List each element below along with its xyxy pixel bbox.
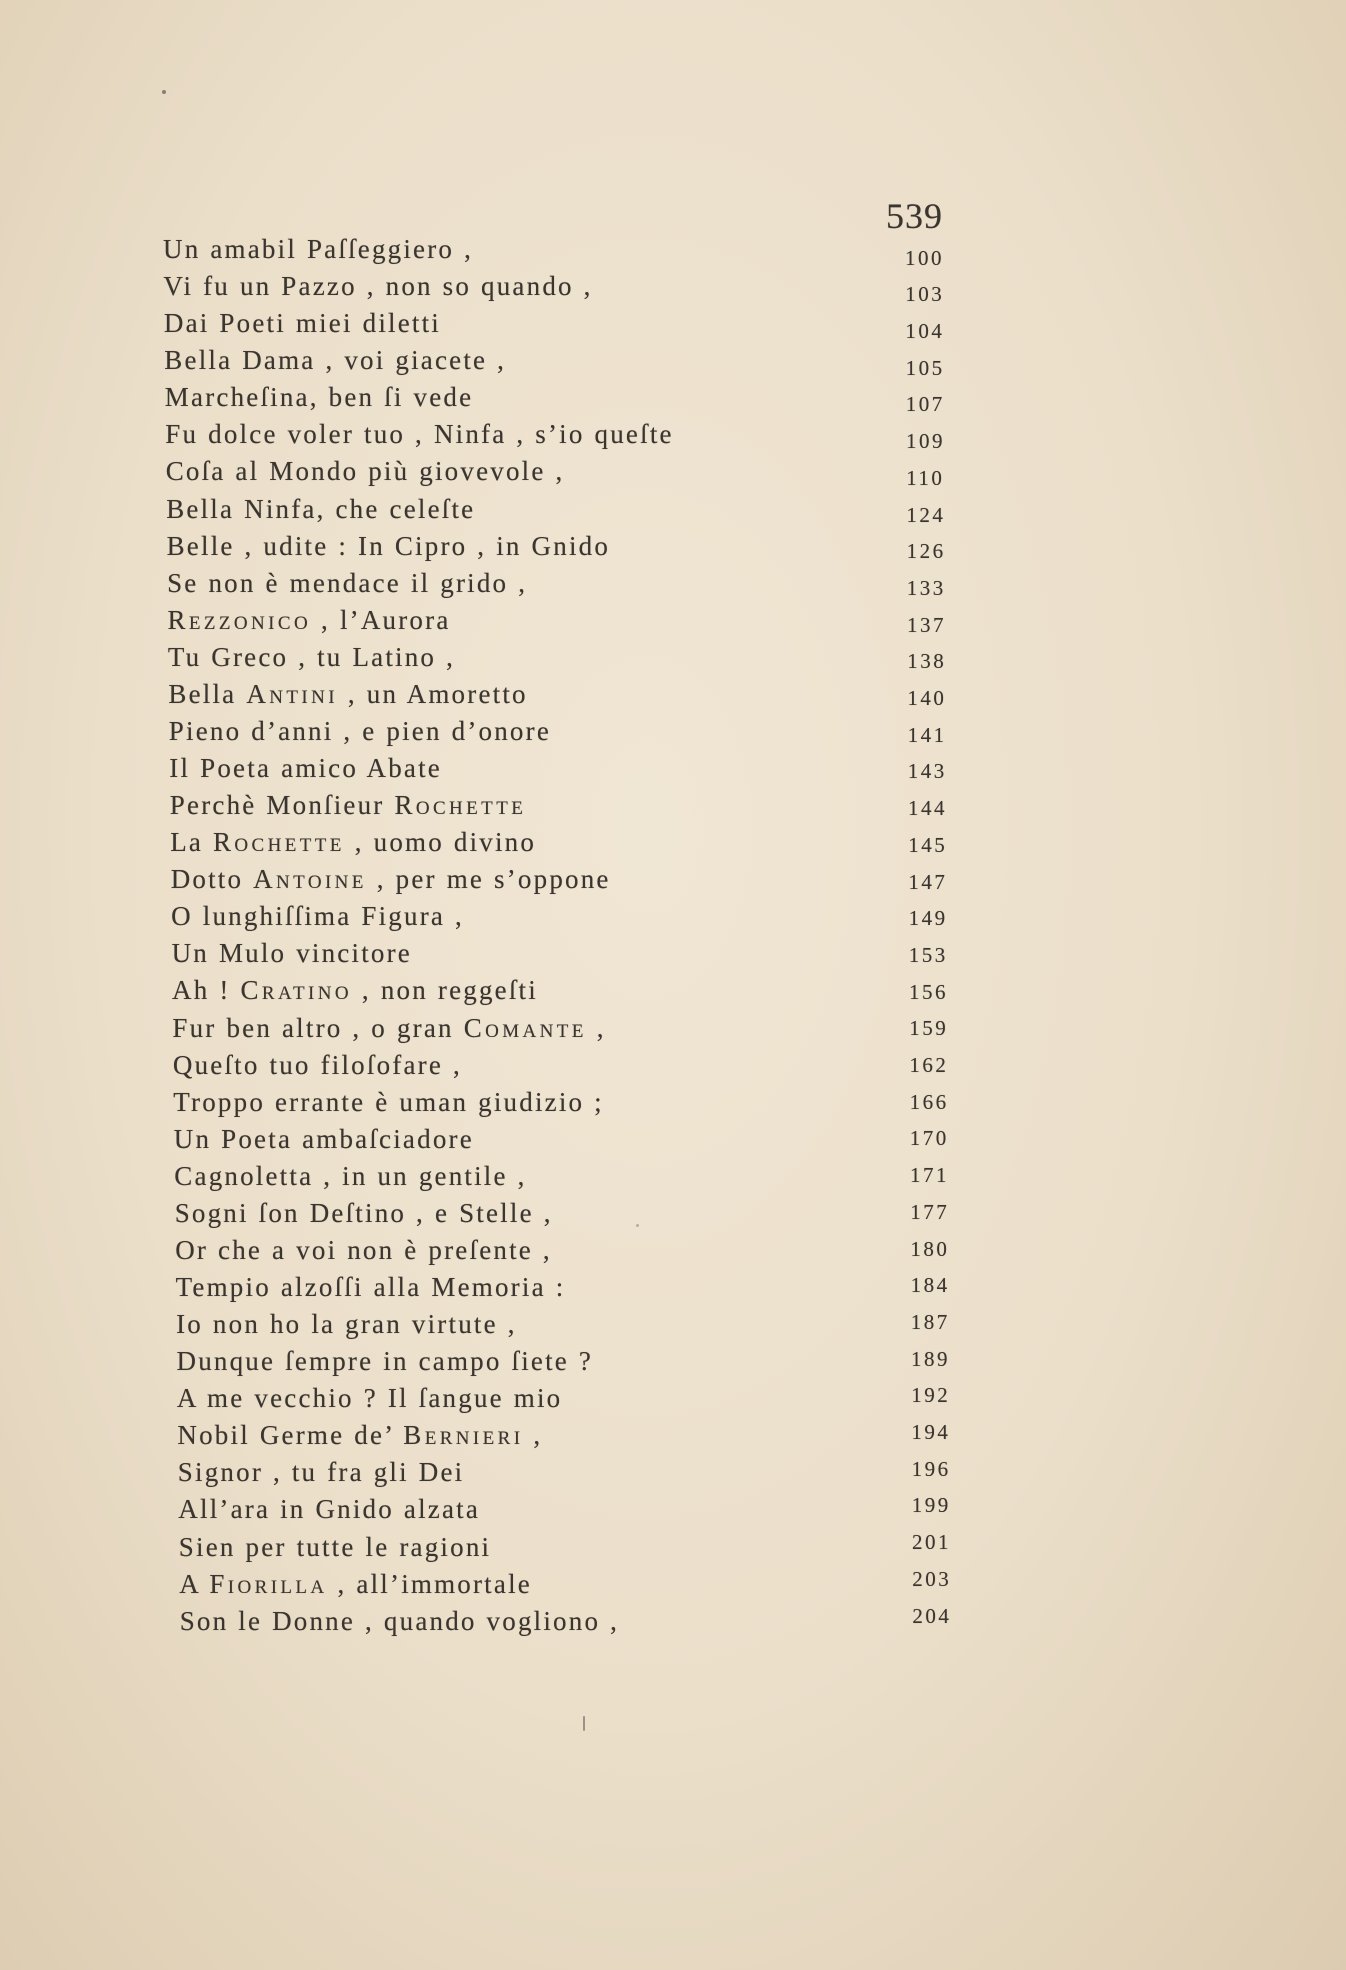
index-entry (180, 1601, 619, 1641)
entry-title-text: Fu dolce voler tuo , Ninfa , s’io queſte (165, 419, 674, 450)
entry-title-text: Bella Dama , voi giacete , (164, 345, 507, 376)
entry-page-number: 110 (906, 465, 945, 490)
index-entry (177, 1341, 594, 1381)
entry-title-text: Perchè Monſieur (169, 790, 395, 820)
index-entry (179, 1564, 532, 1604)
index-entry (171, 896, 464, 936)
entry-title-continuation: , uomo divino (344, 827, 537, 858)
entry-page-number: 143 (907, 759, 947, 784)
index-entry (172, 933, 412, 973)
entry-title-text: Io non ho la gran virtute , (176, 1309, 517, 1339)
index-entry (169, 711, 551, 751)
ink-speck (162, 90, 166, 94)
entry-page-number: 141 (907, 722, 947, 747)
index-entry (171, 859, 611, 899)
index-entry (174, 1156, 526, 1196)
index-entry (165, 377, 474, 417)
index-entry (173, 1082, 604, 1122)
entry-title-text: Troppo errante è uman giudizio ; (173, 1086, 604, 1117)
index-entry (163, 266, 592, 306)
entry-proper-name: Antoine (253, 864, 367, 895)
entry-page-number: 138 (907, 649, 947, 674)
index-entry (170, 785, 526, 825)
entry-title-text: Dunque ſempre in campo ſiete ? (176, 1346, 594, 1377)
entry-proper-name: Rochette (213, 827, 345, 858)
entry-page-number: 196 (911, 1456, 951, 1481)
entry-page-number: 109 (906, 429, 945, 454)
index-entry (170, 822, 536, 862)
entry-title-text: Or che a voi non è preſente , (175, 1234, 552, 1265)
entry-page-number: 133 (906, 575, 946, 600)
index-entry (175, 1230, 552, 1270)
index-entry (166, 489, 475, 529)
index-entry (164, 303, 441, 343)
entry-title-text: O lunghiſſima Figura , (171, 901, 464, 932)
index-entry (176, 1267, 566, 1307)
entry-page-number: 147 (908, 869, 948, 894)
index-entry (172, 970, 538, 1010)
index-entry (167, 563, 527, 603)
entry-page-number: 204 (912, 1603, 952, 1628)
entry-title-text: Sogni ſon Deſtino , e Stelle , (174, 1197, 553, 1228)
entry-page-number: 180 (910, 1236, 950, 1261)
entry-title-text: Tu Greco , tu Latino , (167, 641, 456, 672)
entry-title-text: Il Poeta amico Abate (169, 753, 442, 783)
index-entry (174, 1119, 474, 1159)
entry-page-number: 140 (907, 686, 947, 710)
entry-title-text: La (170, 827, 214, 858)
folio-page-number: 539 (886, 196, 943, 236)
entry-page-number: 107 (905, 392, 945, 417)
entry-title-continuation: , all’immortale (327, 1568, 532, 1599)
entry-proper-name: Rezzonico (167, 604, 312, 635)
entry-title-text: Dotto (170, 864, 254, 895)
index-entry (168, 600, 451, 640)
entry-title-text: Bella Ninfa, che celeſte (166, 493, 476, 524)
entry-title-continuation: , non reggeſti (351, 975, 538, 1006)
entry-page-number: 159 (909, 1016, 949, 1041)
index-entry (172, 1008, 605, 1048)
entry-title-text: Cagnoletta , in un gentile , (174, 1160, 527, 1191)
index-entry (178, 1452, 465, 1492)
entry-page-number: 162 (909, 1053, 949, 1077)
index-entry (175, 1193, 553, 1233)
entry-page-number: 105 (905, 355, 945, 380)
entry-title-text: Pieno d’anni , e pien d’onore (168, 715, 552, 746)
index-entry (166, 451, 565, 491)
entry-title-text: Queſto tuo filoſofare , (172, 1049, 462, 1080)
entry-page-number: 177 (910, 1199, 950, 1224)
entry-page-number: 144 (908, 796, 947, 821)
entry-proper-name: Comante (463, 1012, 587, 1043)
index-entry (169, 748, 442, 788)
entry-page-number: 201 (912, 1530, 951, 1555)
entry-proper-name: Antini (246, 678, 338, 709)
entry-page-number: 194 (911, 1420, 951, 1444)
entry-page-number: 126 (906, 539, 946, 564)
entry-title-text: Un Mulo vincitore (171, 938, 412, 969)
index-entry (173, 1045, 462, 1085)
entry-page-number: 124 (906, 502, 946, 527)
entry-page-number: 149 (908, 906, 948, 931)
entry-page-number: 156 (909, 979, 948, 1004)
entry-title-text: Se non è mendace il grido , (167, 567, 528, 598)
entry-title-text: Belle , udite : In Cipro , in Gnido (166, 530, 611, 561)
entry-title-continuation: , (586, 1012, 606, 1043)
entry-title-continuation: , per me s’oppone (366, 864, 611, 895)
entry-page-number: 100 (905, 245, 944, 270)
entry-page-number: 137 (907, 612, 946, 637)
index-entry (176, 1304, 517, 1344)
entry-title-text: Bella (168, 678, 247, 709)
entry-title-text: Ah ! (172, 975, 241, 1006)
entry-proper-name: Fiorilla (209, 1568, 328, 1599)
entry-page-number: 170 (909, 1126, 949, 1151)
entry-title-text: Un Poeta ambaſciadore (173, 1123, 474, 1154)
entry-title-text: Nobil Germe de’ (177, 1420, 404, 1451)
entry-page-number: 103 (905, 282, 945, 307)
entry-title-text: Coſa al Mondo più giovevole , (165, 456, 565, 487)
entry-page-number: 199 (911, 1493, 951, 1518)
entry-proper-name: Rochette (394, 790, 527, 820)
entry-page-number: 189 (911, 1346, 950, 1371)
entry-title-text: Tempio alzoſſi alla Memoria : (175, 1272, 566, 1302)
entry-title-text: Dai Poeti miei diletti (163, 308, 442, 339)
entry-title-text: Signor , tu fra gli Dei (177, 1457, 465, 1488)
entry-title-continuation: , un Amoretto (337, 678, 528, 709)
index-entry (177, 1378, 563, 1418)
index-entry (178, 1489, 480, 1529)
index-entry (165, 414, 673, 454)
entry-page-number: 171 (910, 1163, 949, 1188)
index-entry (168, 674, 527, 714)
entry-page-number: 145 (908, 832, 948, 857)
entry-title-text: All’ara in Gnido alzata (178, 1494, 481, 1525)
entry-proper-name: Cratino (240, 975, 352, 1006)
index-entry (167, 526, 610, 566)
entry-title-continuation: , (523, 1420, 543, 1451)
entry-page-number: 166 (909, 1089, 949, 1114)
index-entry (164, 340, 506, 380)
entry-page-number: 184 (910, 1273, 950, 1298)
entry-title-text: Son le Donne , quando vogliono , (179, 1605, 620, 1636)
entry-title-text: A (179, 1568, 210, 1599)
entry-page-number: 203 (912, 1566, 952, 1591)
index-entry (168, 637, 455, 677)
entry-title-text: A me vecchio ? Il ſangue mio (176, 1383, 563, 1414)
entry-title-text: Sien per tutte le ragioni (178, 1531, 492, 1562)
entry-page-number: 187 (910, 1309, 950, 1334)
ink-speck (636, 1224, 639, 1227)
index-entry (179, 1527, 491, 1567)
entry-title-text: Un amabil Paſſeggiero , (163, 234, 474, 264)
ink-mark (583, 1716, 585, 1731)
entry-title-text: Marcheſina, ben ſi vede (164, 382, 474, 413)
entry-page-number: 104 (905, 319, 945, 343)
entry-page-number: 192 (911, 1383, 951, 1408)
index-entry (177, 1415, 542, 1455)
entry-title-text: Vi fu un Pazzo , non so quando , (163, 271, 593, 302)
entry-title-text: Fur ben altro , o gran (172, 1012, 464, 1043)
index-entry (163, 229, 473, 269)
entry-title-continuation: , l’Aurora (311, 604, 451, 635)
entry-page-number: 153 (908, 942, 948, 967)
entry-proper-name: Bernieri (403, 1420, 524, 1451)
